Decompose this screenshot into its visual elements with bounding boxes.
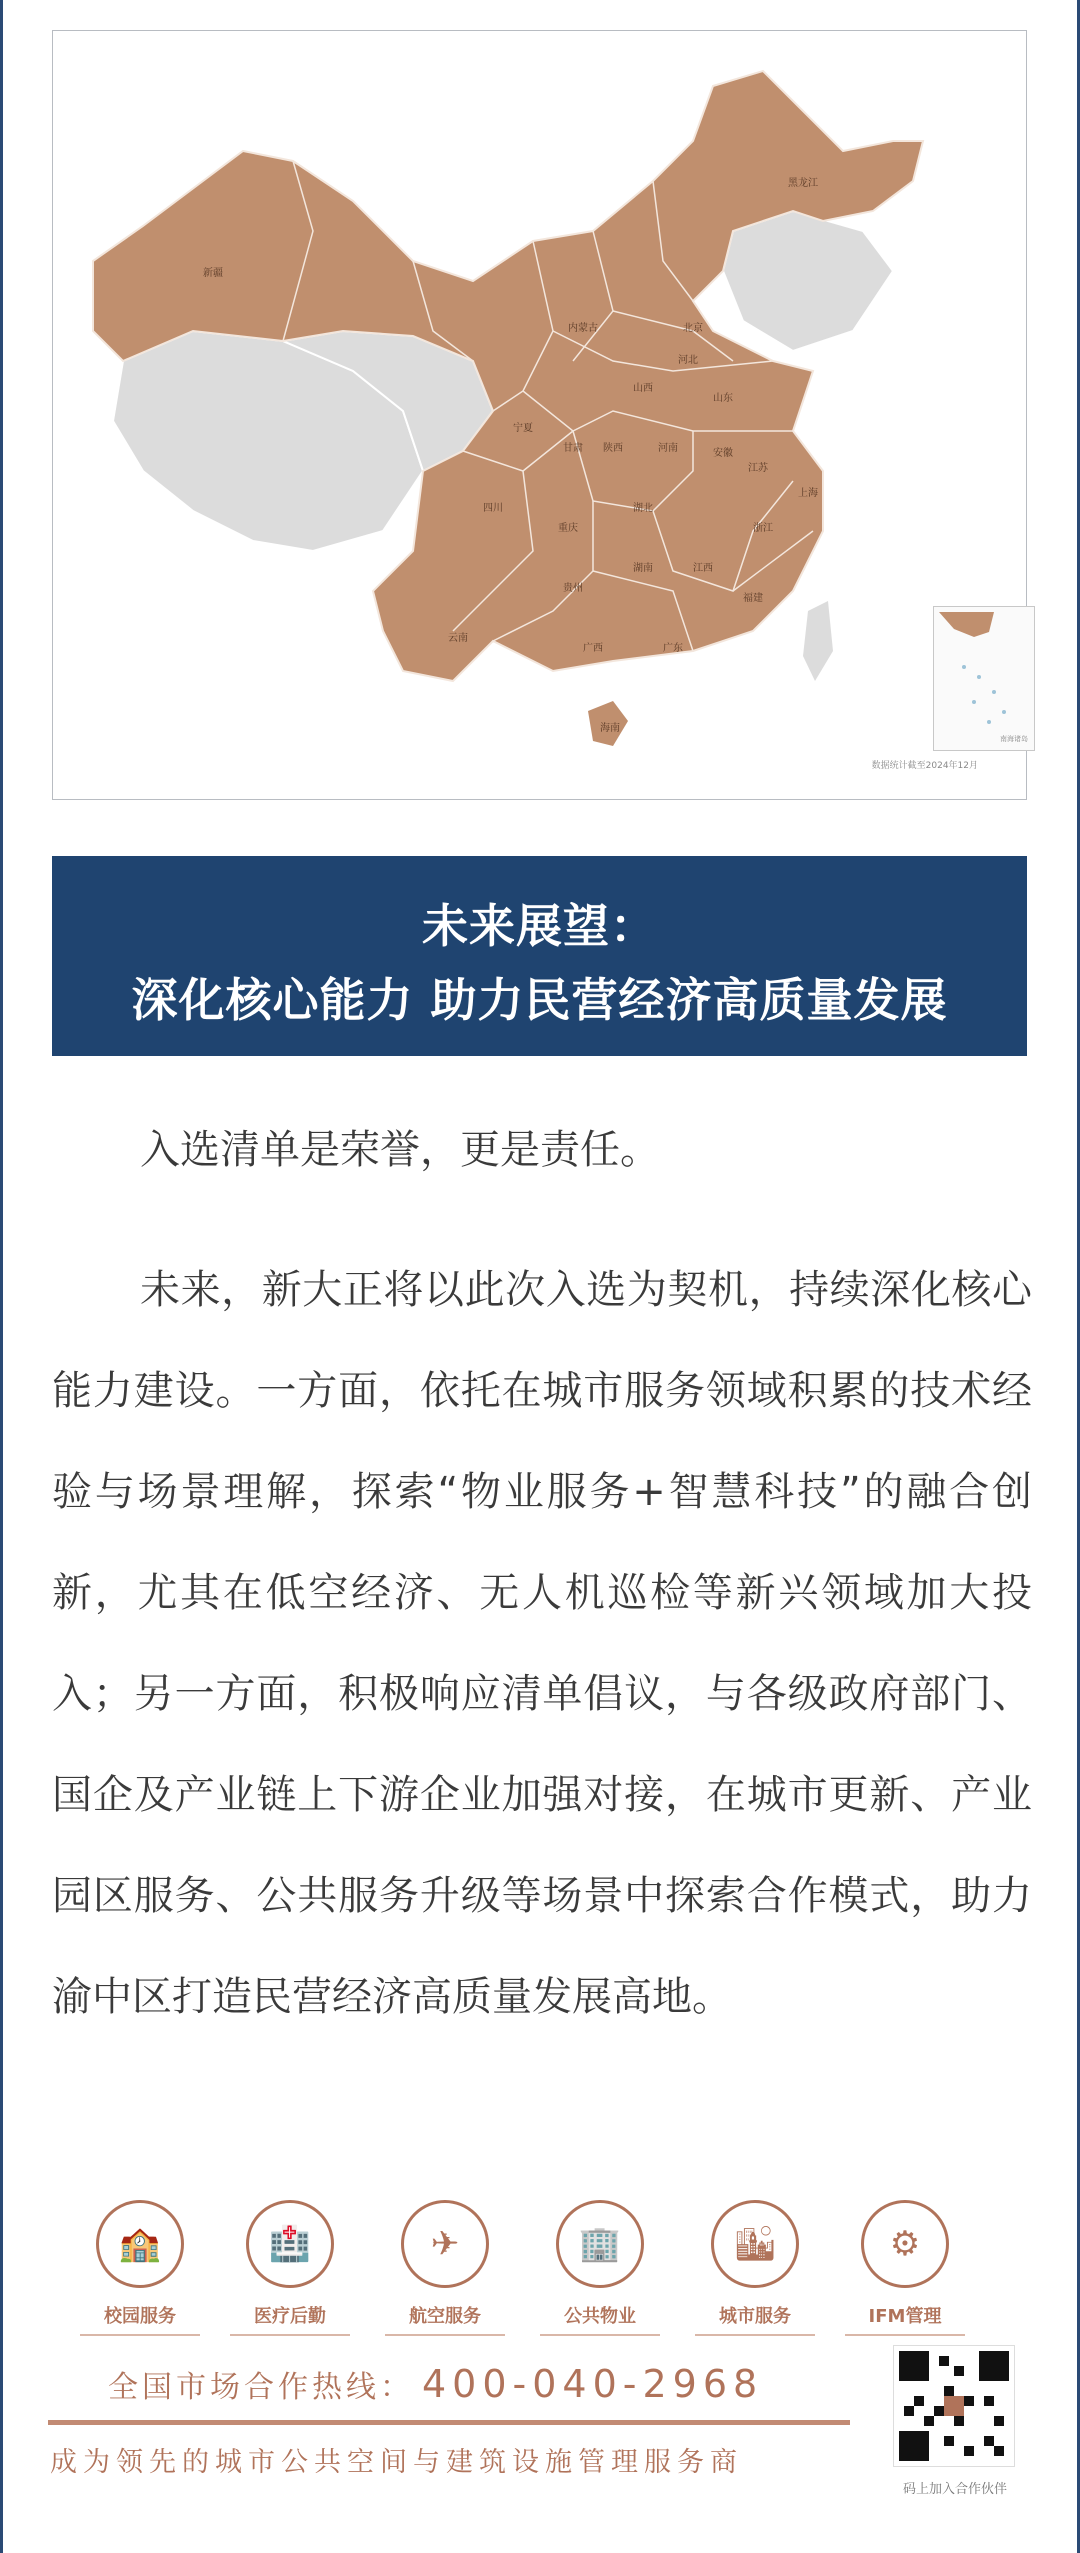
label-henan: 河南 [658,443,678,454]
gear-wrench-icon: ⚙ [861,2200,949,2288]
inset-map [934,607,1034,750]
label-heilongjiang: 黑龙江 [788,178,818,189]
label-shanghai: 上海 [798,488,818,499]
label-guangdong: 广东 [663,643,683,654]
service-label: 校园服务 [80,2302,200,2336]
label-beijing: 北京 [683,323,703,334]
heading-line-1: 未来展望： [422,899,657,953]
service-label: 医疗后勤 [230,2302,350,2336]
label-jiangxi: 江西 [693,563,713,574]
label-sichuan: 四川 [483,503,503,514]
region-taiwan [803,601,833,681]
label-zhejiang: 浙江 [753,523,773,534]
label-guizhou: 贵州 [563,583,583,594]
hotline [108,2362,763,2406]
school-icon: 🏫 [96,2200,184,2288]
label-fujian: 福建 [743,593,763,604]
label-xinjiang: 新疆 [203,268,223,279]
label-hubei: 湖北 [633,503,653,514]
body-paragraph: 未来，新大正将以此次入选为契机，持续深化核心能力建设。一方面，依托在城市服务领域积累的技术经验与场景理解，探索“物业服务+智慧科技”的融合创新，尤其在低空经济、无人机巡检等新兴领域加大投入；另一方面，积极响应清单倡议，与各级政府部门、国企及产业链上下游企业加强对接，在城市更新、产业园区服务、公共服务升级等场景中探索合作模式，助力渝中区打造民营经济高质量发展高地。 [52,1267,1032,2020]
label-hebei: 河北 [678,355,698,366]
service-item-medical [230,2200,350,2336]
label-ningxia: 宁夏 [513,423,533,434]
label-gansu: 甘肃 [563,443,583,454]
left-border [0,0,3,2553]
label-hunan: 湖南 [633,563,653,574]
service-item-campus [80,2200,200,2336]
map-note: 数据统计截至2024年12月 [871,761,978,771]
label-neimenggu: 内蒙古 [568,323,598,334]
service-item-ifm [845,2200,965,2336]
hotline-number[interactable]: 400-040-2968 [422,2362,764,2406]
service-item-public-property [540,2200,660,2336]
label-shandong: 山东 [713,393,733,404]
south-china-sea-inset [933,606,1035,751]
services-row [80,2200,1020,2330]
qr-caption: 码上加入合作伙伴 [902,2482,1007,2497]
label-anhui: 安徽 [713,448,733,459]
label-chongqing: 重庆 [558,523,578,534]
china-map [53,31,1028,801]
footer-divider [48,2420,850,2425]
inset-label: 南海诸岛 [1000,735,1028,743]
service-label: 航空服务 [385,2302,505,2336]
label-guangxi: 广西 [583,643,603,654]
label-jiangsu: 江苏 [748,463,768,474]
region-northeast [723,211,893,351]
qr-code[interactable] [893,2345,1015,2467]
company-slogan: 成为领先的城市公共空间与建筑设施管理服务商 [50,2447,743,2478]
service-item-city [695,2200,815,2336]
service-label: 城市服务 [695,2302,815,2336]
label-yunnan: 云南 [448,633,468,644]
heading-line-2: 深化核心能力 助力民营经济高质量发展 [131,973,948,1027]
service-label: 公共物业 [540,2302,660,2336]
label-shanxi: 山西 [633,383,653,394]
service-item-aviation [385,2200,505,2336]
qr-code-image [894,2346,1014,2466]
label-hainan: 海南 [600,723,620,734]
china-map-card [52,30,1027,800]
section-heading-banner [52,856,1027,1056]
intro-paragraph: 入选清单是荣誉，更是责任。 [140,1127,660,1173]
service-label: IFM管理 [845,2302,965,2336]
label-shaanxi: 陕西 [603,443,623,454]
hotline-label: 全国市场合作热线： [108,2370,414,2405]
airplane-icon: ✈ [401,2200,489,2288]
city-icon: 🏙 [711,2200,799,2288]
hospital-icon: 🏥 [246,2200,334,2288]
public-building-icon: 🏢 [556,2200,644,2288]
